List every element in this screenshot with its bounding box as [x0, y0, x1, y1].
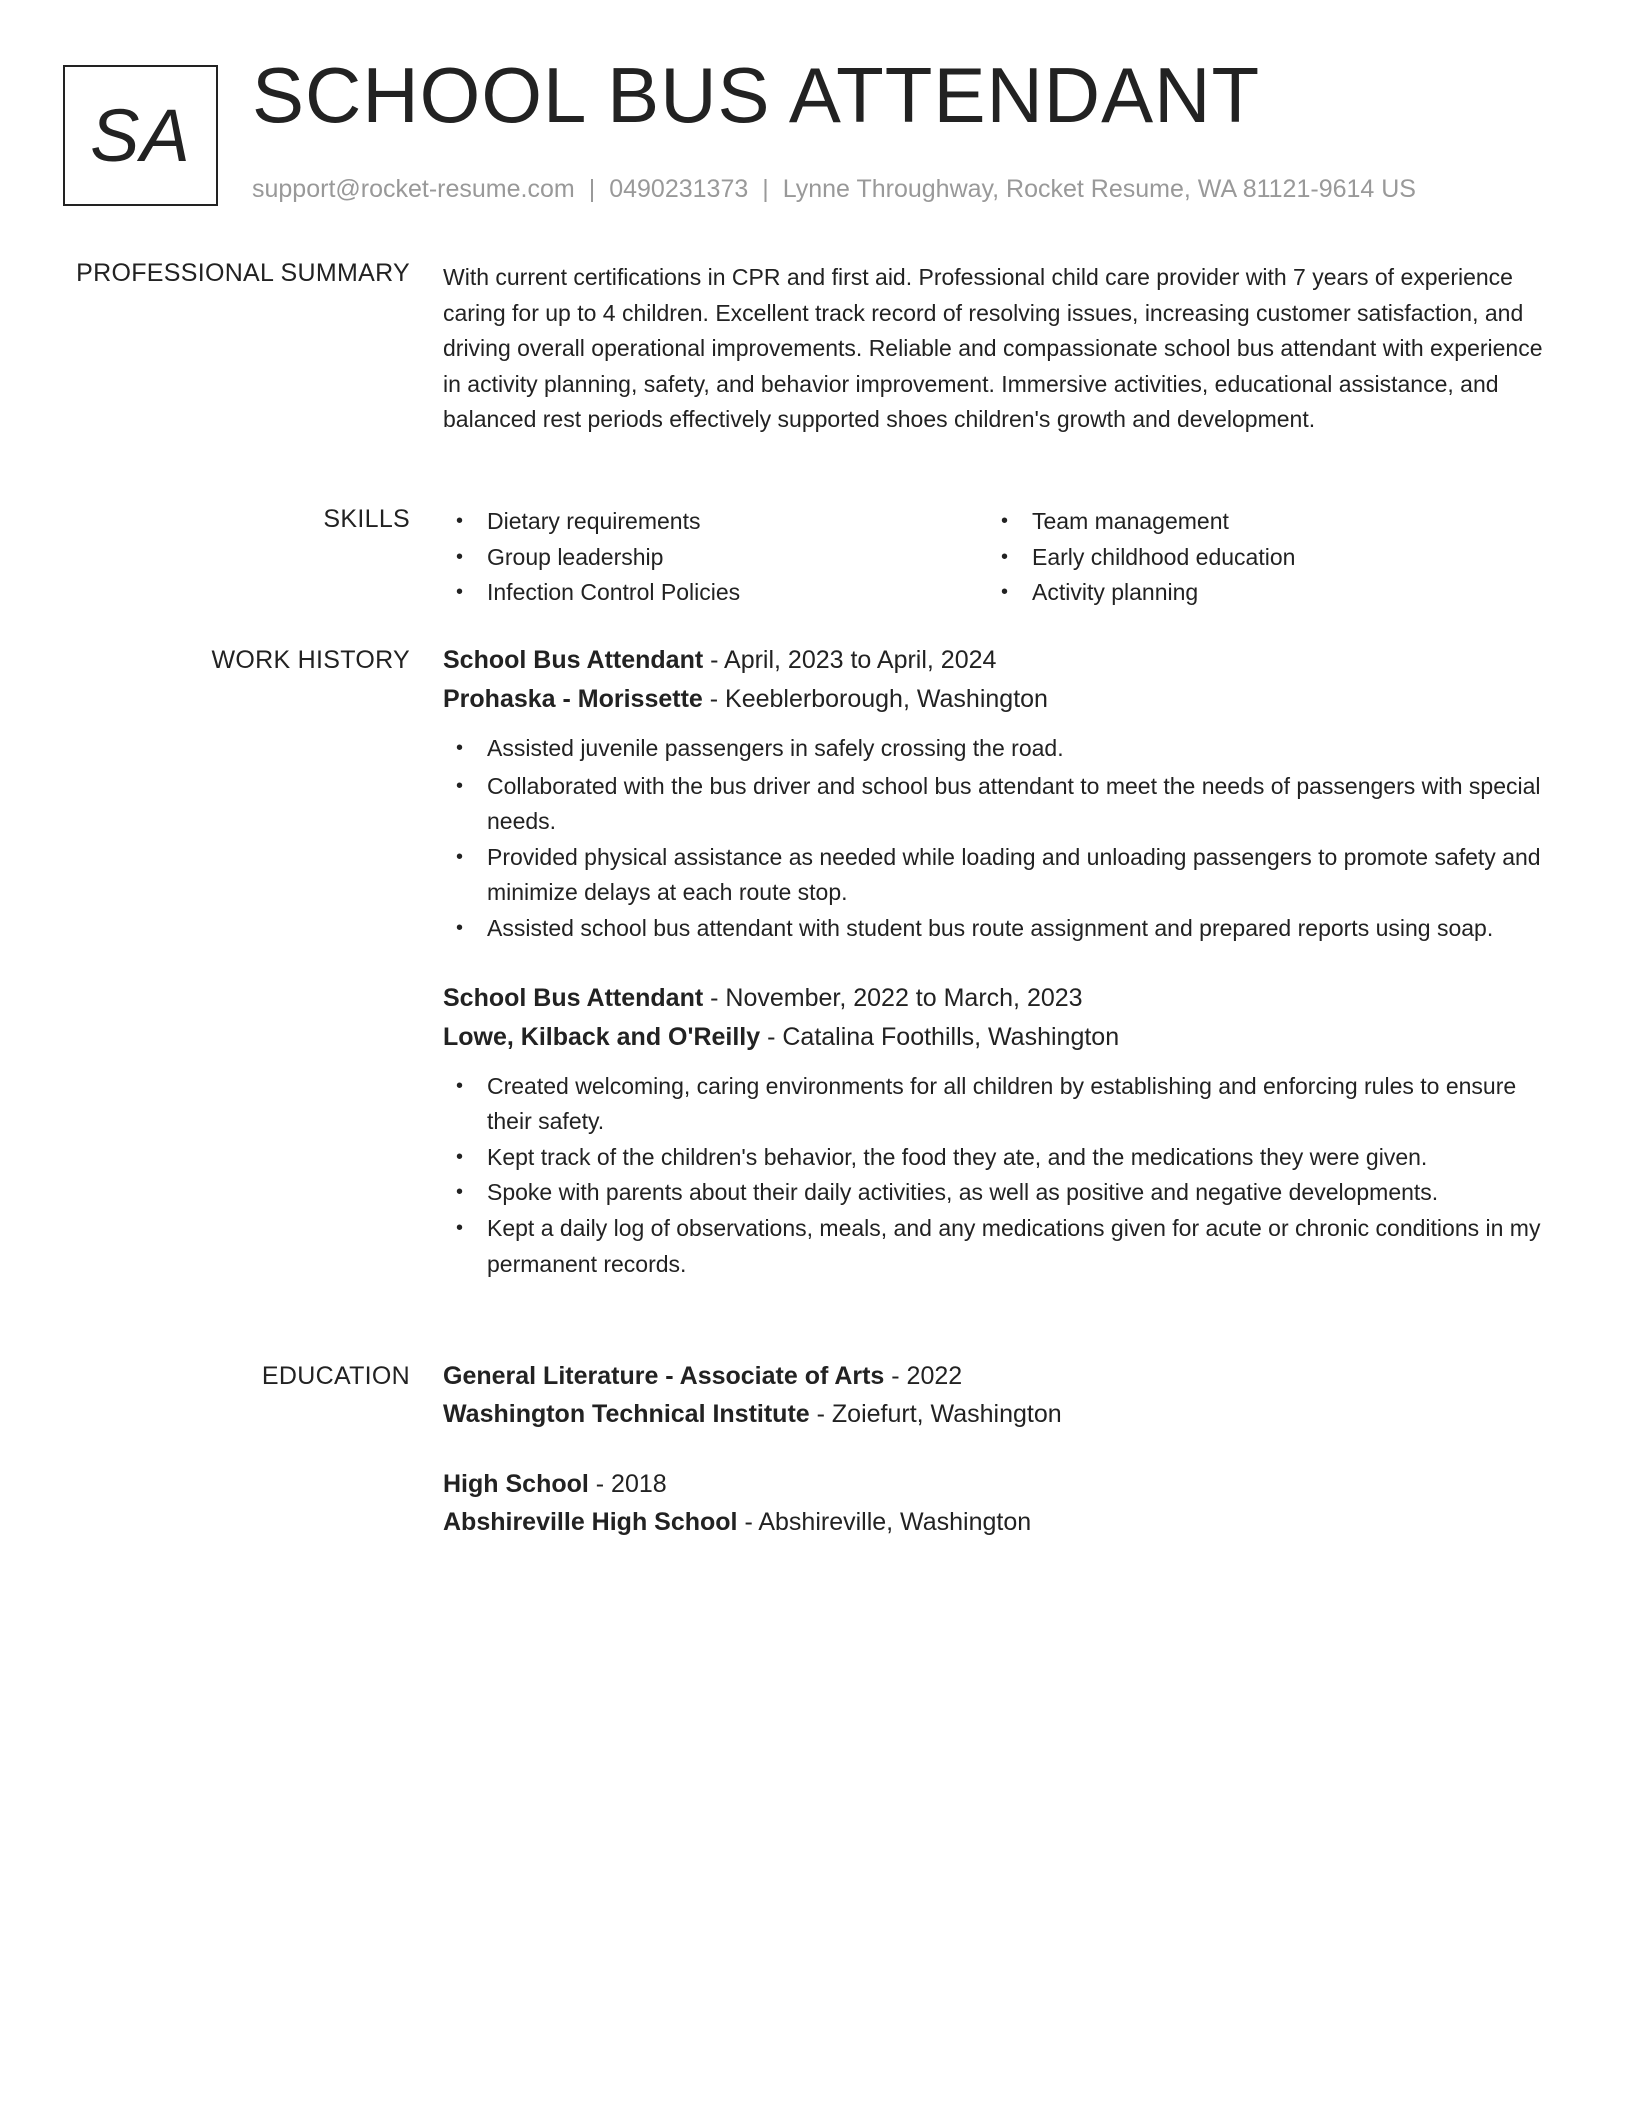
job-title: School Bus Attendant: [443, 646, 704, 674]
education-heading: EDUCATION: [261, 1362, 410, 1390]
contact-separator: |: [762, 175, 769, 203]
job-duty: • Assisted juvenile passengers in safely crossing the road.: [443, 731, 1553, 767]
contact-phone: 0490231373: [609, 175, 749, 203]
job-company: Lowe, Kilback and O'Reilly: [443, 1022, 761, 1051]
education-school-line: [443, 1503, 1553, 1541]
skill-item: • Early childhood education: [988, 540, 1533, 576]
skills-heading: SKILLS: [323, 505, 410, 533]
education-degree-line: [443, 1357, 1553, 1395]
job-duty: • Kept a daily log of observations, meals, and any medications given for acute or chronic conditions in my permanent records.: [443, 1211, 1553, 1282]
skill-item: • Team management: [988, 504, 1533, 540]
job-entry: [443, 641, 1553, 947]
job-duty: • Provided physical assistance as needed while loading and unloading passengers to promote safety and minimize delays at each route stop.: [443, 840, 1553, 911]
page-title: SCHOOL BUS ATTENDANT: [252, 51, 1261, 139]
education-degree-line: [443, 1465, 1553, 1503]
job-duty: • Assisted school bus attendant with student bus route assignment and prepared reports using soap.: [443, 911, 1553, 947]
education-degree: High School: [443, 1470, 589, 1498]
job-duty: • Spoke with parents about their daily activities, as well as positive and negative developments.: [443, 1175, 1553, 1211]
education-degree: General Literature - Associate of Arts: [443, 1362, 885, 1390]
job-duties-list: [443, 731, 1553, 947]
job-dates: - November, 2022 to March, 2023: [703, 983, 1083, 1012]
skills-columns: [443, 504, 1553, 611]
job-duty: • Created welcoming, caring environments for all children by establishing and enforcing rules to ensure their safety.: [443, 1069, 1553, 1140]
contact-address: Lynne Throughway, Rocket Resume, WA 81121-9614 US: [782, 175, 1416, 203]
skill-item: • Activity planning: [988, 575, 1533, 611]
job-title: School Bus Attendant: [443, 983, 704, 1012]
summary-text: With current certifications in CPR and first aid. Professional child care provider with 7 years of experience caring for up to 4 children. Excellent track record of resolving issues, increasing customer satisfaction, and driving overall operational improvements. Reliable and compassionate school bus attendant with experience in activity planning, safety, and behavior improvement. Immersive activities, educational assistance, and balanced rest periods effectively supported shoes children's growth and development.: [443, 264, 1543, 433]
education-entry: [443, 1357, 1553, 1433]
job-title-line: [443, 641, 1553, 680]
job-company-line: [443, 680, 1553, 719]
education-school: Washington Technical Institute: [443, 1400, 810, 1428]
work-history-heading: WORK HISTORY: [211, 646, 410, 674]
job-location: - Keeblerborough, Washington: [702, 685, 1048, 713]
contact-line: [252, 172, 1416, 206]
job-entry: [443, 979, 1553, 1283]
education-school-line: [443, 1395, 1553, 1433]
job-company-line: [443, 1018, 1553, 1057]
skill-item: • Group leadership: [443, 540, 988, 576]
skills-list-left: [443, 504, 988, 611]
job-dates: - April, 2023 to April, 2024: [703, 646, 997, 674]
contact-email: support@rocket-resume.com: [252, 175, 575, 203]
education-location: - Zoiefurt, Washington: [809, 1400, 1062, 1428]
summary-heading: PROFESSIONAL SUMMARY: [76, 259, 410, 287]
skills-list-right: [988, 504, 1533, 611]
education-location: - Abshireville, Washington: [737, 1508, 1032, 1536]
education-school: Abshireville High School: [443, 1508, 738, 1536]
job-duty: • Collaborated with the bus driver and school bus attendant to meet the needs of passengers with special needs.: [443, 769, 1553, 840]
skill-item: • Infection Control Policies: [443, 575, 988, 611]
job-company: Prohaska - Morissette: [443, 685, 703, 713]
job-duties-list: [443, 1069, 1553, 1283]
contact-separator: |: [588, 175, 596, 203]
job-location: - Catalina Foothills, Washington: [760, 1022, 1120, 1051]
job-title-line: [443, 979, 1553, 1018]
education-year: - 2018: [588, 1470, 667, 1498]
education-year: - 2022: [884, 1362, 963, 1390]
initials-text: SA: [90, 94, 191, 177]
job-duty: • Kept track of the children's behavior, the food they ate, and the medications they were given.: [443, 1140, 1553, 1176]
skill-item: • Dietary requirements: [443, 504, 988, 540]
education-entry: [443, 1465, 1553, 1541]
initials-monogram: [63, 65, 218, 206]
